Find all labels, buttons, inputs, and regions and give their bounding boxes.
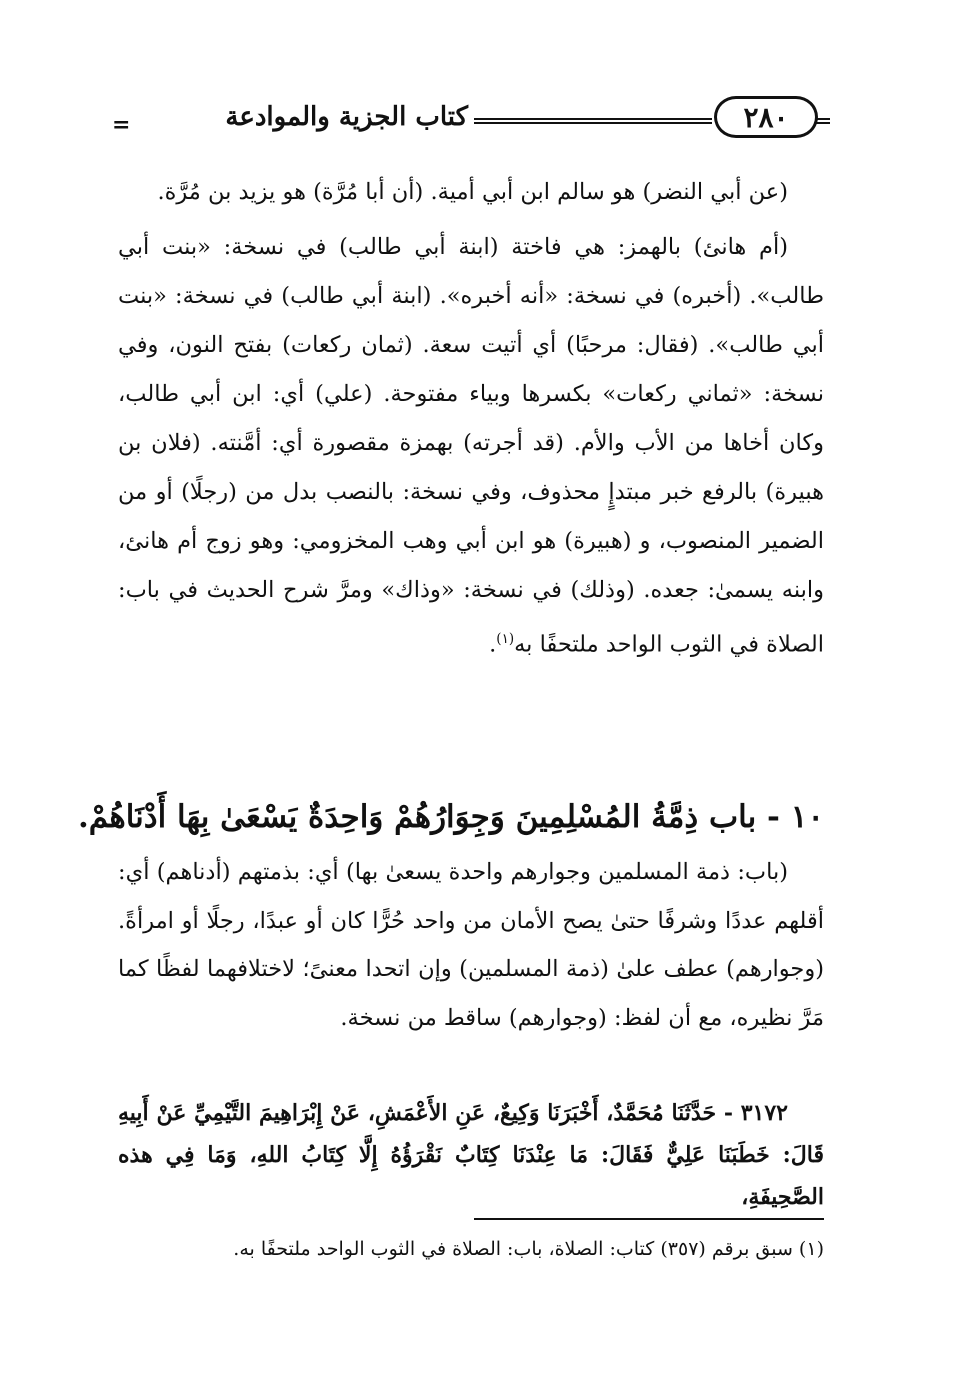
page-header xyxy=(112,92,830,152)
header-ornament: = xyxy=(112,112,131,138)
running-title: كتاب الجزية والموادعة xyxy=(225,102,468,132)
paragraph-text: (باب: ذمة المسلمين وجوارهم واحدة يسعىٰ بها) أي: بذمتهم (أدناهم) أي: أقلهم عددًا وشرفًا حتىٰ يصح الأمان من واحد حُرًّا كان أو عبدًا، رجلًا أو امرأةً. (وجوارهم) عطف علىٰ (ذمة المسلمين) وإن اتحدا معنىً؛ لاختلافهما لفظًا كما مَرَّ نظيره، مع أن لفظ: (وجوارهم) ساقط من نسخة. xyxy=(118,859,824,1031)
page-number-badge xyxy=(714,96,818,138)
commentary-block xyxy=(118,168,824,676)
hadith-text: ٣١٧٢ - حَدَّثَنَا مُحَمَّدٌ، أَخْبَرَنَا وَكِيعٌ، عَنِ الأَعْمَشِ، عَنْ إِبْرَاهِيمَ التَّيْمِيِّ عَنْ أَبِيهِ قَالَ: خَطَبَنَا عَلِيٌّ فَقَالَ: مَا عِنْدَنَا كِتَابٌ نَقْرَؤُهُ إِلَّا كِتَابُ اللهِ، وَمَا فِي هذه الصَّحِيفَةِ، xyxy=(118,1100,824,1210)
commentary-paragraph xyxy=(118,848,824,1042)
header-rule-middle xyxy=(474,118,712,124)
commentary-paragraph xyxy=(118,168,824,217)
footnote-divider xyxy=(474,1218,824,1220)
chapter-heading: ١٠ - باب ذِمَّةُ المُسْلِمِينَ وَجِوَارُهُمْ وَاحِدَةٌ يَسْعَىٰ بِهَا أَدْنَاهُمْ. xyxy=(77,799,824,835)
paragraph-text: (أم هانئ) بالهمز: هي فاختة (ابنة أبي طالب) في نسخة: «بنت أبي طالب». (أخبره) في نسخة: «أنه أخبره». (ابنة أبي طالب) في نسخة: «بنت أبي طالب». (فقال: مرحبًا) أي أتيت سعة. (ثمان ركعات) بفتح النون، وفي نسخة: «ثماني ركعات» بكسرها وبياء مفتوحة. (علي) أي: ابن أبي طالب، وكان أخاها من الأب والأم. (قد أجرته) بهمزة مقصورة أي: أمَّنته. (فلان بن هبيرة) بالرفع خبر مبتدإٍ محذوف، وفي نسخة: بالنصب بدل من (رجلًا) أو من الضمير المنصوب، و (هبيرة) هو ابن أبي وهب المخزومي: وهو زوج أم هانئ، وابنه يسمىٰ: جعده. (وذلك) في نسخة: «وذاك» ومرَّ شرح الحديث في باب: الصلاة في الثوب الواحد ملتحفًا به xyxy=(118,234,824,658)
paragraph-end: . xyxy=(489,631,497,658)
paragraph-text: (عن أبي النضر) هو سالم ابن أبي أمية. (أن أبا مُرَّة) هو يزيد بن مُرَّة. xyxy=(157,179,788,205)
header-rule-right xyxy=(816,118,830,124)
footnote-reference: (١) xyxy=(496,631,515,647)
commentary-paragraph xyxy=(118,223,824,670)
footnote: (١) سبق برقم (٣٥٧) كتاب: الصلاة، باب: الصلاة في الثوب الواحد ملتحفًا به. xyxy=(233,1238,824,1260)
page-number: ٢٨٠ xyxy=(743,100,789,134)
chapter-commentary xyxy=(118,848,824,1048)
